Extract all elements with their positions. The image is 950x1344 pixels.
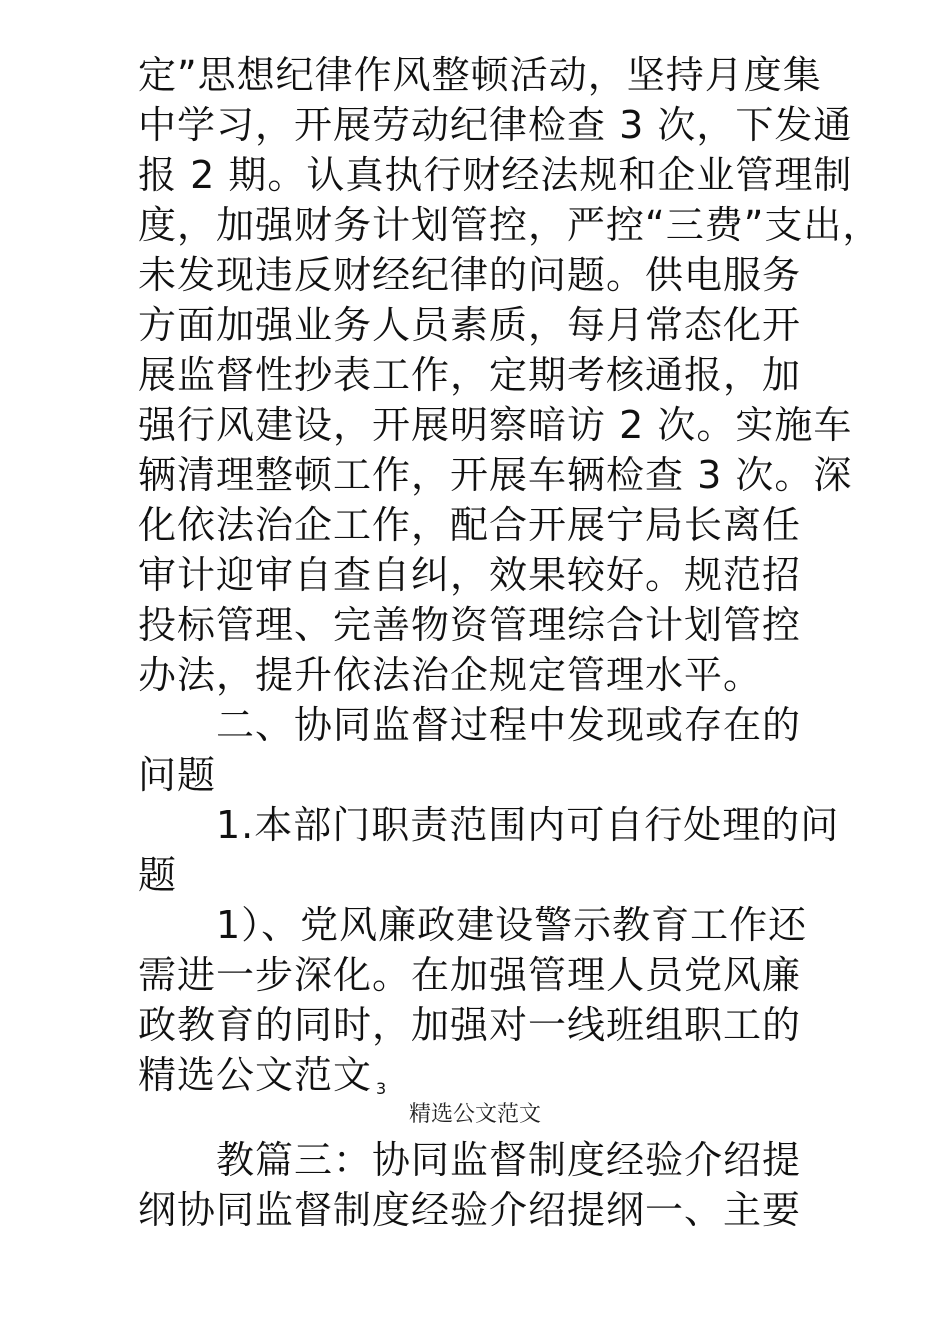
body-line-14: 1）、党风廉政建设警示教育工作还 xyxy=(216,903,808,947)
body-line-4: 度，加强财务计划管控，严控“三费”支出， xyxy=(138,203,882,247)
footnote-mark: 3 xyxy=(376,1079,388,1098)
body-line-9: 辆清理整顿工作，开展车辆检查 3 次。深 xyxy=(138,453,853,497)
body-line-13: 办法，提升依法治企规定管理水平。 xyxy=(138,653,763,697)
body-line-1: 定”思想纪律作风整顿活动，坚持月度集 xyxy=(138,53,822,97)
page-footer: 精选公文范文 xyxy=(408,1102,541,1127)
subheading-line-1: 1.本部门职责范围内可自行处理的问 xyxy=(216,803,840,847)
body-line-8: 强行风建设，开展明察暗访 2 次。实施车 xyxy=(138,403,853,447)
body-line-11: 审计迎审自查自纠，效果较好。规范招 xyxy=(138,553,802,597)
section-heading-line-1: 二、协同监督过程中发现或存在的 xyxy=(216,703,802,747)
body-line-15: 需进一步深化。在加强管理人员党风廉 xyxy=(138,953,802,997)
body-line-6: 方面加强业务人员素质，每月常态化开 xyxy=(138,303,802,347)
subheading-line-2: 题 xyxy=(138,853,178,897)
body-line-5: 未发现违反财经纪律的问题。供电服务 xyxy=(138,253,802,297)
body-line-17-text: 精选公文范文 xyxy=(138,1053,373,1097)
body-line-7: 展监督性抄表工作，定期考核通报，加 xyxy=(138,353,802,397)
body-line-10: 化依法治企工作，配合开展宁局长离任 xyxy=(138,503,802,547)
body-line-3: 报 2 期。认真执行财经法规和企业管理制 xyxy=(138,153,853,197)
body-line-16: 政教育的同时，加强对一线班组职工的 xyxy=(138,1003,802,1047)
section-heading-line-2: 问题 xyxy=(138,753,217,797)
body-line-12: 投标管理、完善物资管理综合计划管控 xyxy=(138,603,802,647)
body-line-18: 教篇三：协同监督制度经验介绍提 xyxy=(216,1138,802,1182)
body-line-2: 中学习，开展劳动纪律检查 3 次，下发通 xyxy=(138,103,853,147)
body-line-19: 纲协同监督制度经验介绍提纲一、主要 xyxy=(138,1188,802,1232)
